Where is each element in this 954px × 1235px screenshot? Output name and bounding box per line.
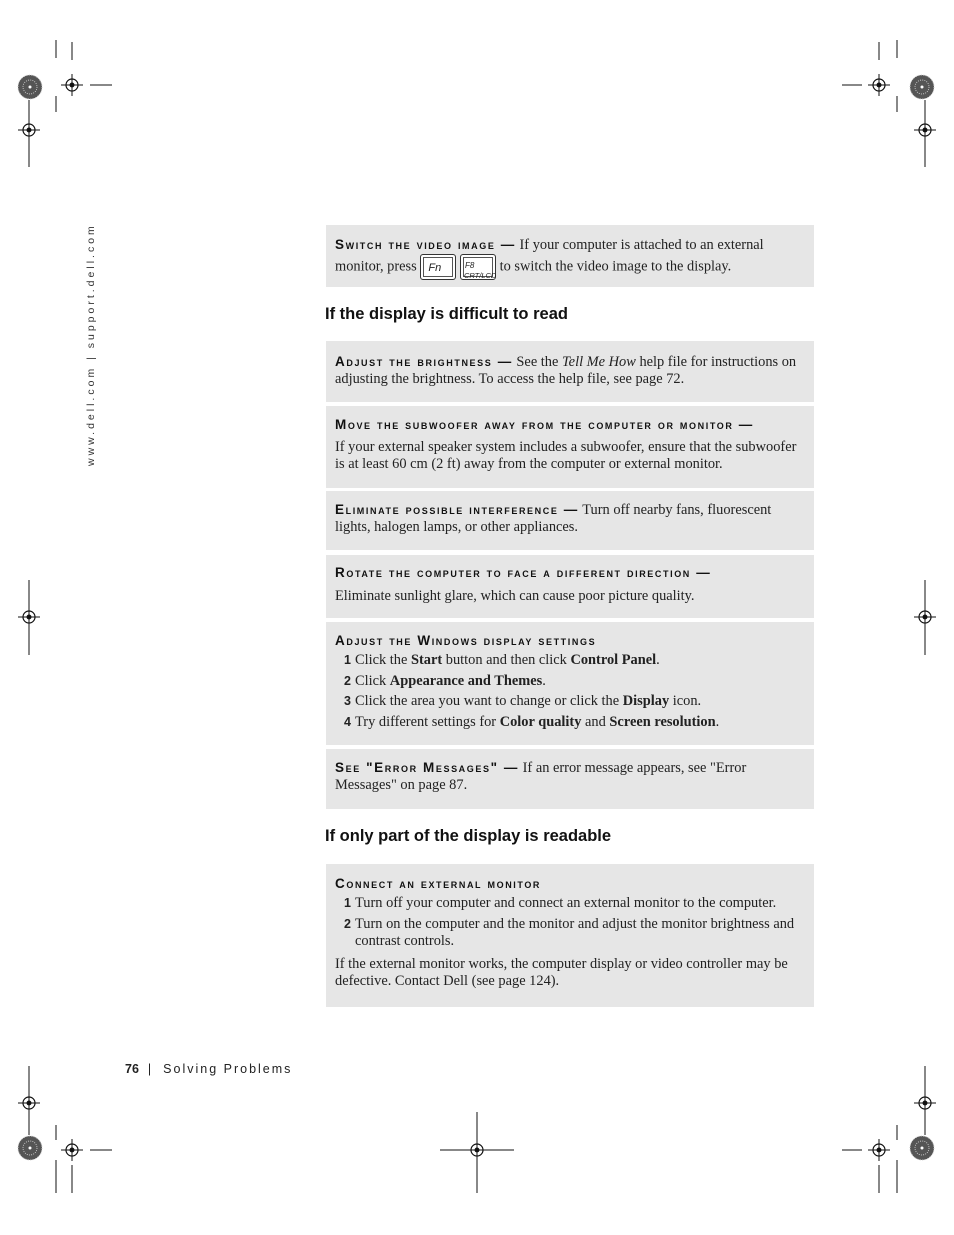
step-text: Click the — [355, 652, 408, 668]
fn-key-label: Fn — [428, 262, 442, 274]
tip-text: If your computer is attached to an external monitor, press — [335, 237, 764, 275]
tip-move-subwoofer — [326, 406, 814, 488]
tip-text: If your external speaker system includes a subwoofer, ensure that the subwoofer is at least 60 cm (2 ft) away from the computer or external monitor. — [335, 439, 797, 472]
heading-partially-readable: If only part of the display is readable — [325, 827, 612, 845]
tip-text: If the external monitor works, the computer display or video controller may be defective. Contact Dell (see page 124). — [335, 956, 788, 989]
f8-key-sublabel: CRT/LCD — [463, 271, 497, 280]
tip-switch-video — [326, 225, 814, 287]
ui-term-appearance-themes: Appearance and Themes — [389, 672, 543, 689]
list-item — [335, 673, 805, 690]
ui-term-screen-resolution: Screen resolution — [609, 713, 716, 730]
ui-term-start: Start — [410, 652, 443, 668]
list-item — [335, 895, 805, 912]
ui-term-display: Display — [622, 693, 670, 709]
step-number: 1 — [344, 896, 351, 910]
tip-title: Adjust the brightness — — [335, 354, 513, 369]
tip-title: See "Error Messages" — — [335, 760, 520, 775]
tip-text-2: help file for instructions on adjusting the brightness. To access the help file, see page 72. — [335, 354, 797, 387]
tip-adjust-brightness — [326, 341, 814, 402]
step-number: 2 — [344, 673, 351, 688]
heading-difficult-to-read: If the display is difficult to read — [325, 305, 568, 323]
step-text: button and then click — [445, 652, 567, 668]
step-text: and — [585, 713, 606, 730]
list-item — [335, 652, 805, 669]
list-item — [335, 693, 805, 710]
page-number: 76 — [125, 1062, 139, 1076]
step-text: Turn on the computer and the monitor and adjust the monitor brightness and contrast controls. — [355, 916, 795, 949]
tip-title: Eliminate possible interference — — [335, 502, 579, 517]
footer-separator: | — [147, 1062, 152, 1076]
steps-list — [335, 895, 805, 950]
ui-term-control-panel: Control Panel — [570, 652, 657, 668]
tip-text: If an error message appears, see "Error Messages" on page 87. — [335, 760, 747, 793]
step-text: Turn off your computer and connect an external monitor to the computer. — [355, 895, 777, 911]
tip-title: Move the subwoofer away from the computer or monitor — — [335, 417, 754, 432]
ui-term-color-quality: Color quality — [499, 713, 582, 730]
step-number: 4 — [344, 714, 351, 729]
step-text: . — [715, 713, 720, 730]
step-number: 2 — [344, 917, 351, 931]
tip-title: Connect an external monitor — [335, 876, 542, 891]
step-text: . — [656, 652, 660, 668]
tip-text: Turn off nearby fans, fluorescent lights, halogen lamps, or other appliances. — [335, 502, 772, 535]
step-text: . — [542, 672, 546, 689]
tip-text-2: to switch the video image to the display. — [499, 258, 732, 275]
tip-text: See the — [516, 354, 559, 370]
steps-list — [335, 652, 805, 731]
f8-key-label: F8 — [464, 261, 475, 270]
step-text: Click the area you want to change or click the — [355, 693, 620, 709]
help-file-name: Tell Me How — [562, 354, 636, 370]
tip-error-messages — [326, 749, 814, 809]
list-item — [335, 916, 805, 950]
tip-text: Eliminate sunlight glare, which can cause poor picture quality. — [335, 588, 695, 604]
tip-title: Adjust the Windows display settings — [335, 633, 597, 648]
tip-connect-external-monitor — [326, 864, 814, 1007]
step-text: icon. — [672, 693, 702, 709]
section-name: Solving Problems — [163, 1062, 293, 1076]
fn-key-icon — [420, 254, 456, 280]
f8-key-icon — [460, 254, 496, 280]
tip-rotate-computer — [326, 555, 814, 618]
tip-eliminate-interference — [326, 491, 814, 550]
page-footer — [125, 1062, 292, 1076]
step-text: Try different settings for — [355, 713, 497, 730]
step-text: Click — [355, 672, 387, 689]
tip-title: Rotate the computer to face a different direction — — [335, 565, 712, 580]
list-item — [335, 714, 805, 731]
step-number: 1 — [344, 653, 351, 667]
tip-windows-display-settings — [326, 622, 814, 745]
step-number: 3 — [344, 694, 351, 708]
sidebar-url: www.dell.com | support.dell.com — [85, 223, 97, 466]
tip-title: Switch the video image — — [335, 237, 516, 252]
